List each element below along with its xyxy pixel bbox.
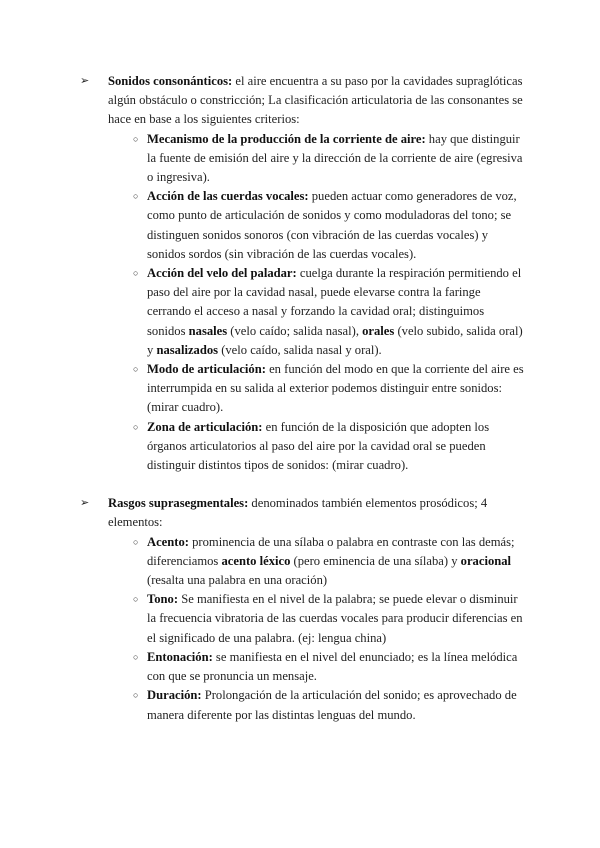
circle-bullet-icon: ○	[133, 191, 139, 202]
bullet-section	[0, 72, 528, 475]
circle-bullet-icon: ○	[133, 690, 139, 701]
text-segment: (velo subido, salida oral) y	[147, 323, 523, 357]
text-segment: pueden actuar como generadores de voz, como punto de articulación de sonidos y como moduladoras del tono; se distinguen sonidos sonoros (con vibración de las cuerdas vocales) y sonidos sordos (sin vibración de las cuerdas vocales).	[147, 189, 517, 261]
text-segment: en función de la disposición que adopten los órganos articulatorios al paso del aire por la cavidad oral se pueden distinguir distintos tipos de sonidos: (mirar cuadro).	[147, 419, 490, 473]
list-item	[133, 418, 525, 476]
list-item	[133, 533, 525, 591]
circle-bullet-icon: ○	[133, 364, 139, 375]
arrow-bullet-icon: ➢	[80, 497, 90, 510]
text-segment: prominencia de una sílaba o palabra en contraste con las demás; diferenciamos	[147, 534, 515, 568]
circle-bullet-icon: ○	[133, 421, 139, 432]
bold-term: Acción del velo del paladar:	[147, 266, 297, 281]
list-item	[133, 590, 525, 648]
bold-term: Tono:	[147, 592, 179, 607]
section-intro	[108, 72, 528, 130]
bold-term: Modo de articulación:	[147, 362, 266, 377]
text-segment: Se manifiesta en el nivel de la palabra; se puede elevar o disminuir la frecuencia vibratoria de las cuerdas vocales para producir diferencias en el significado de una palabra. (ej: lengua china)	[147, 592, 523, 645]
text-segment: denominados también elementos prosódicos; 4 elementos:	[108, 496, 488, 530]
bold-term: Duración:	[147, 688, 202, 703]
bold-term: acento léxico	[221, 553, 291, 568]
text-segment: (velo caído, salida nasal y oral).	[218, 342, 382, 357]
bullet-section	[0, 494, 528, 724]
circle-bullet-icon: ○	[133, 594, 139, 605]
list-item	[133, 264, 525, 360]
document-body	[0, 72, 600, 725]
bold-term: oracional	[460, 553, 512, 568]
circle-bullet-icon: ○	[133, 268, 139, 279]
list-item	[133, 130, 525, 188]
bold-term: nasales	[188, 323, 228, 338]
bold-term: Acción de las cuerdas vocales:	[147, 189, 309, 204]
section-intro	[108, 494, 528, 532]
text-segment: hay que distinguir la fuente de emisión del aire y la dirección de la corriente de aire (egresiva o ingresiva).	[147, 131, 523, 185]
list-item	[133, 360, 525, 418]
text-segment: (pero eminencia de una sílaba) y	[290, 553, 461, 568]
circle-bullet-icon: ○	[133, 536, 139, 547]
list-item	[133, 648, 525, 686]
bold-term: Rasgos suprasegmentales:	[108, 496, 249, 511]
text-segment: cuelga durante la respiración permitiendo el paso del aire por la cavidad nasal, puede elevarse contra la faringe cerrando el acceso a nasal y forzando la cavidad oral; distinguimos sonidos	[147, 266, 522, 338]
arrow-bullet-icon: ➢	[80, 75, 90, 87]
text-segment: (velo caído; salida nasal),	[227, 323, 363, 338]
text-segment: en función del modo en que la corriente del aire es interrumpida en su salida al exterior podemos distinguir entre sonidos: (mirar cuadro).	[147, 362, 524, 415]
bold-term: orales	[362, 323, 395, 338]
bold-term: Acento:	[147, 534, 189, 549]
bold-term: Sonidos consonánticos:	[108, 74, 233, 88]
list-item	[133, 686, 525, 724]
bold-term: Mecanismo de la producción de la corriente de aire:	[147, 131, 426, 146]
text-segment: se manifiesta en el nivel del enunciado; es la línea melódica con que se pronuncia un mensaje.	[147, 649, 518, 684]
text-segment: Prolongación de la articulación del sonido; es aprovechado de manera diferente por las distintas lenguas del mundo.	[147, 688, 517, 722]
text-segment: el aire encuentra a su paso por la cavidades supraglóticas algún obstáculo o constricción; La clasificación articulatoria de las consonantes se hace en base a los siguientes criterios:	[108, 74, 523, 127]
circle-bullet-icon: ○	[133, 651, 139, 662]
bold-term: Zona de articulación:	[147, 419, 263, 434]
bold-term: nasalizados	[156, 342, 219, 357]
list-item	[133, 187, 525, 264]
bold-term: Entonación:	[147, 649, 213, 664]
text-segment: (resalta una palabra en una oración)	[147, 573, 328, 588]
circle-bullet-icon: ○	[133, 133, 139, 144]
